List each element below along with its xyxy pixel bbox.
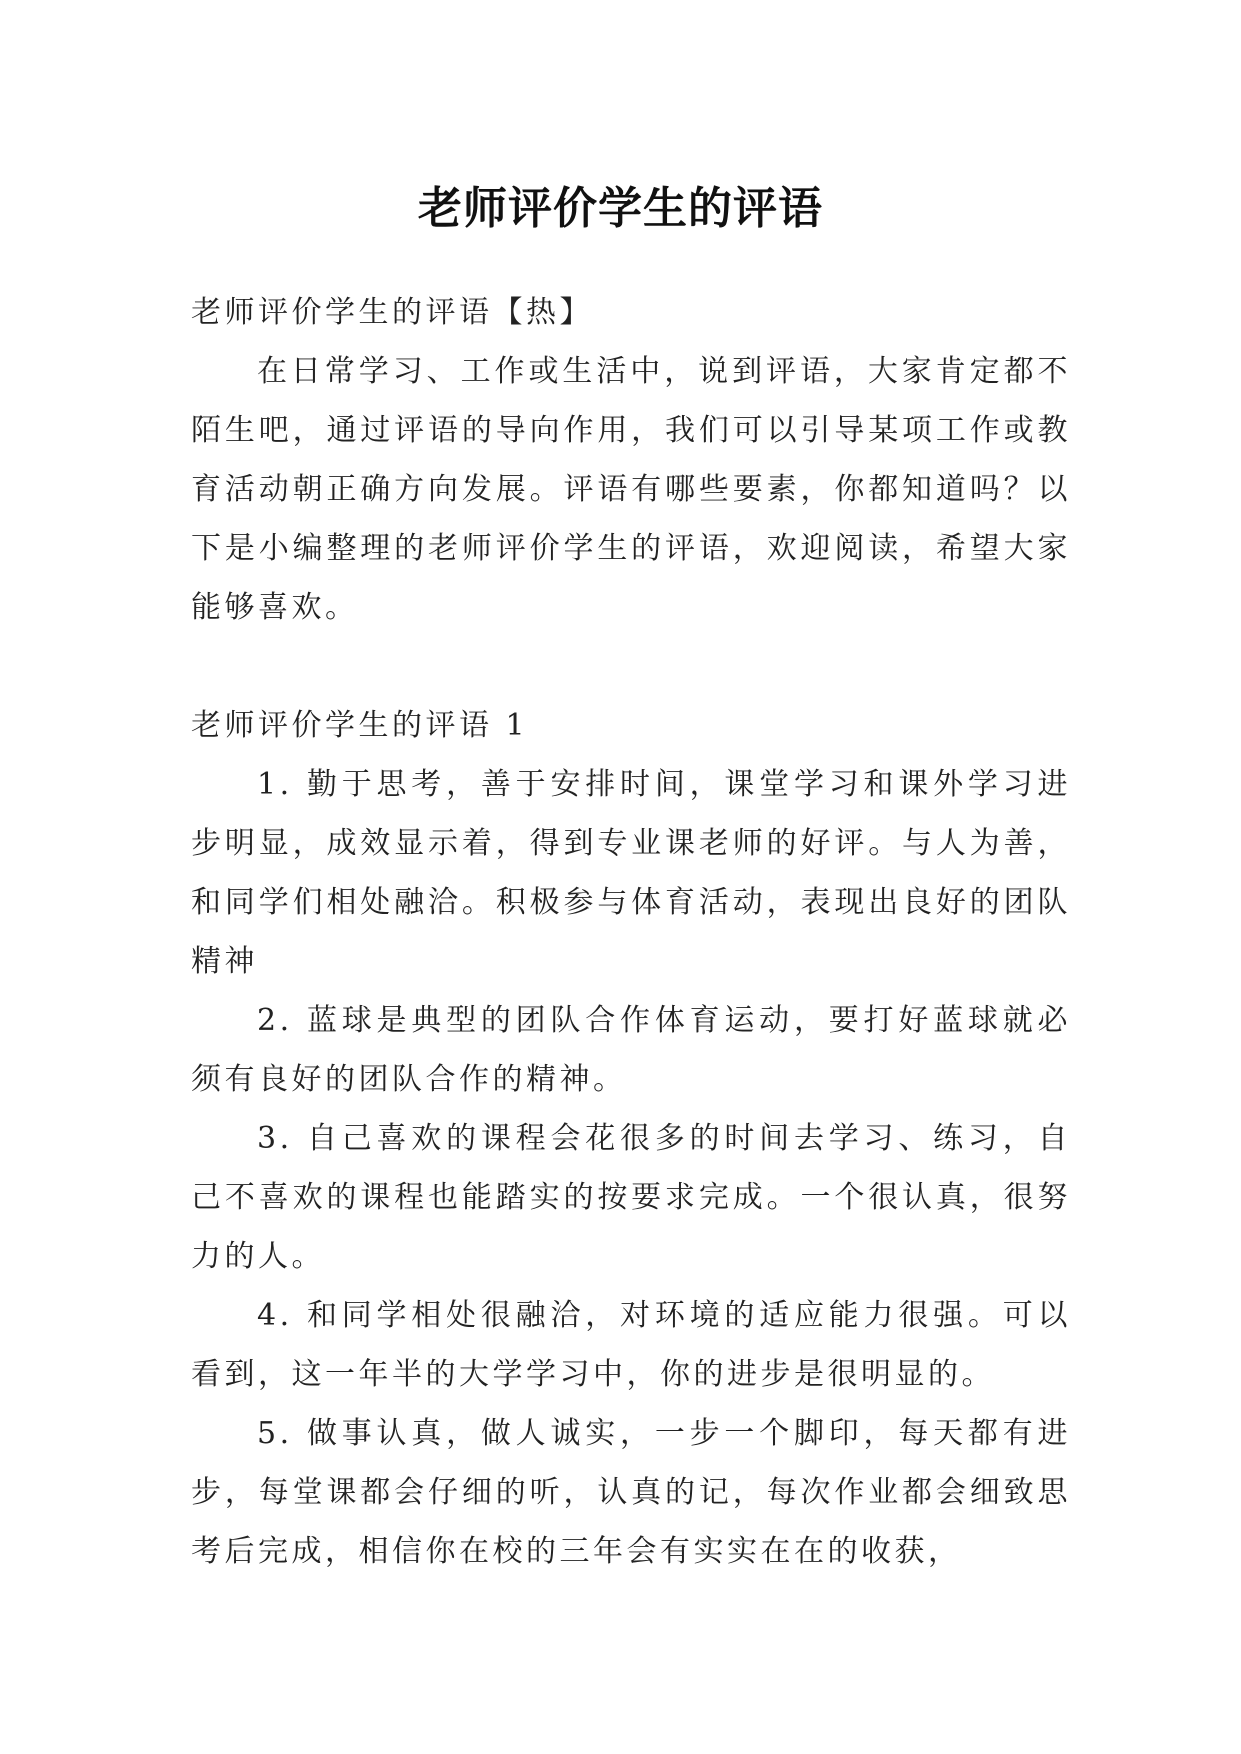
list-item: 3. 自己喜欢的课程会花很多的时间去学习、练习，自己不喜欢的课程也能踏实的按要求完成。一个很认真，很努力的人。 — [191, 1121, 1071, 1274]
list-item: 5. 做事认真，做人诚实，一步一个脚印，每天都有进步，每堂课都会仔细的听，认真的记，每次作业都会细致思考后完成，相信你在校的三年会有实实在在的收获， — [191, 1416, 1071, 1569]
page-title: 老师评价学生的评语 — [418, 183, 823, 235]
document-subtitle: 老师评价学生的评语【热】 — [191, 295, 593, 330]
document-body — [191, 283, 1071, 1581]
paragraph-spacer — [191, 637, 1071, 696]
section-heading: 老师评价学生的评语 1 — [191, 708, 529, 743]
list-item: 2. 蓝球是典型的团队合作体育运动，要打好蓝球就必须有良好的团队合作的精神。 — [191, 1003, 1071, 1097]
intro-paragraph: 在日常学习、工作或生活中，说到评语，大家肯定都不陌生吧，通过评语的导向作用，我们可以引导某项工作或教育活动朝正确方向发展。评语有哪些要素，你都知道吗？以下是小编整理的老师评价学生的评语，欢迎阅读，希望大家能够喜欢。 — [191, 354, 1071, 625]
list-item: 1. 勤于思考，善于安排时间，课堂学习和课外学习进步明显，成效显示着，得到专业课老师的好评。与人为善，和同学们相处融洽。积极参与体育活动，表现出良好的团队精神 — [191, 767, 1071, 979]
list-item: 4. 和同学相处很融洽，对环境的适应能力很强。可以看到，这一年半的大学学习中，你的进步是很明显的。 — [191, 1298, 1071, 1392]
